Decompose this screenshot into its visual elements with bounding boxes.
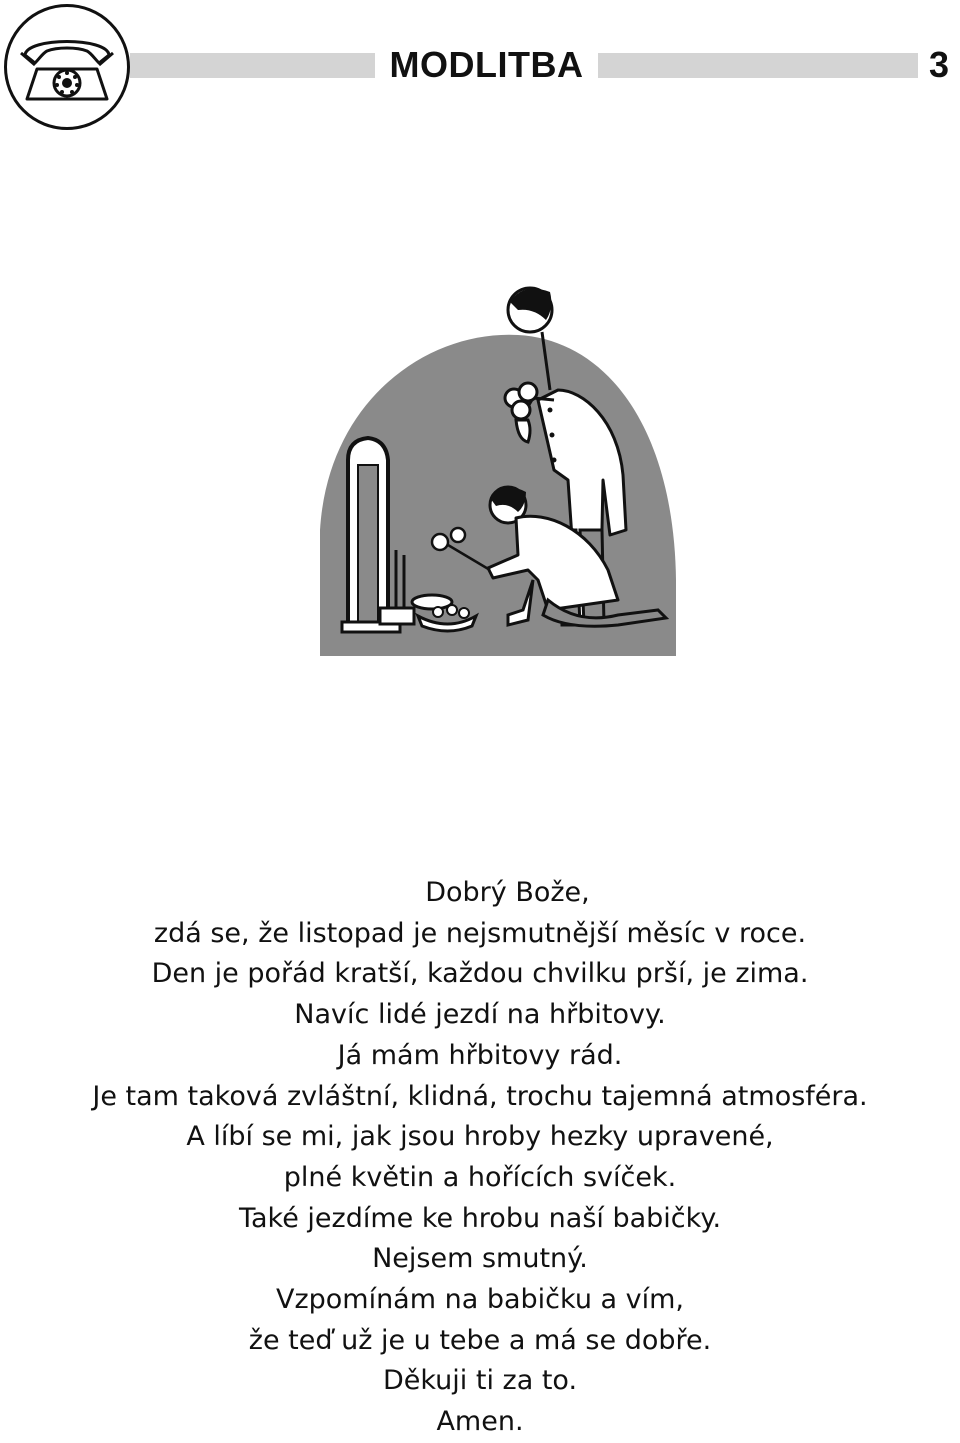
- poem-line: Den je pořád kratší, každou chvilku prší, je zima.: [151, 958, 809, 990]
- cemetery-prayer-illustration: [318, 280, 680, 660]
- header-bar-right: [598, 53, 918, 78]
- header-bar-left: [130, 53, 375, 78]
- page-number: 3: [928, 44, 950, 85]
- poem-line: Je tam taková zvláštní, klidná, trochu tajemná atmosféra.: [92, 1080, 868, 1112]
- poem-line: Já mám hřbitovy rád.: [337, 1039, 623, 1071]
- poem-line: Amen.: [436, 1406, 524, 1438]
- poem-line: že teď už je u tebe a má se dobře.: [248, 1324, 712, 1356]
- poem-line: Děkuji ti za to.: [382, 1365, 578, 1397]
- poem-line: Vzpomínám na babičku a vím,: [275, 1284, 685, 1316]
- poem-line: Navíc lidé jezdí na hřbitovy.: [294, 999, 666, 1031]
- poem-line: zdá se, že listopad je nejsmutnější měsíc v roce.: [153, 917, 807, 949]
- poem-line: Také jezdíme ke hrobu naší babičky.: [238, 1202, 722, 1234]
- poem-line: Nejsem smutný.: [372, 1243, 588, 1275]
- telephone-icon: [7, 7, 127, 127]
- telephone-badge: [4, 4, 130, 130]
- page-title: MODLITBA: [389, 44, 584, 85]
- poem-greeting: Dobrý Bože,: [425, 877, 590, 908]
- poem-line: A líbí se mi, jak jsou hroby hezky upravené,: [186, 1121, 774, 1153]
- poem-line: plné květin a hořících svíček.: [283, 1161, 677, 1193]
- prayer-text: [0, 873, 960, 1443]
